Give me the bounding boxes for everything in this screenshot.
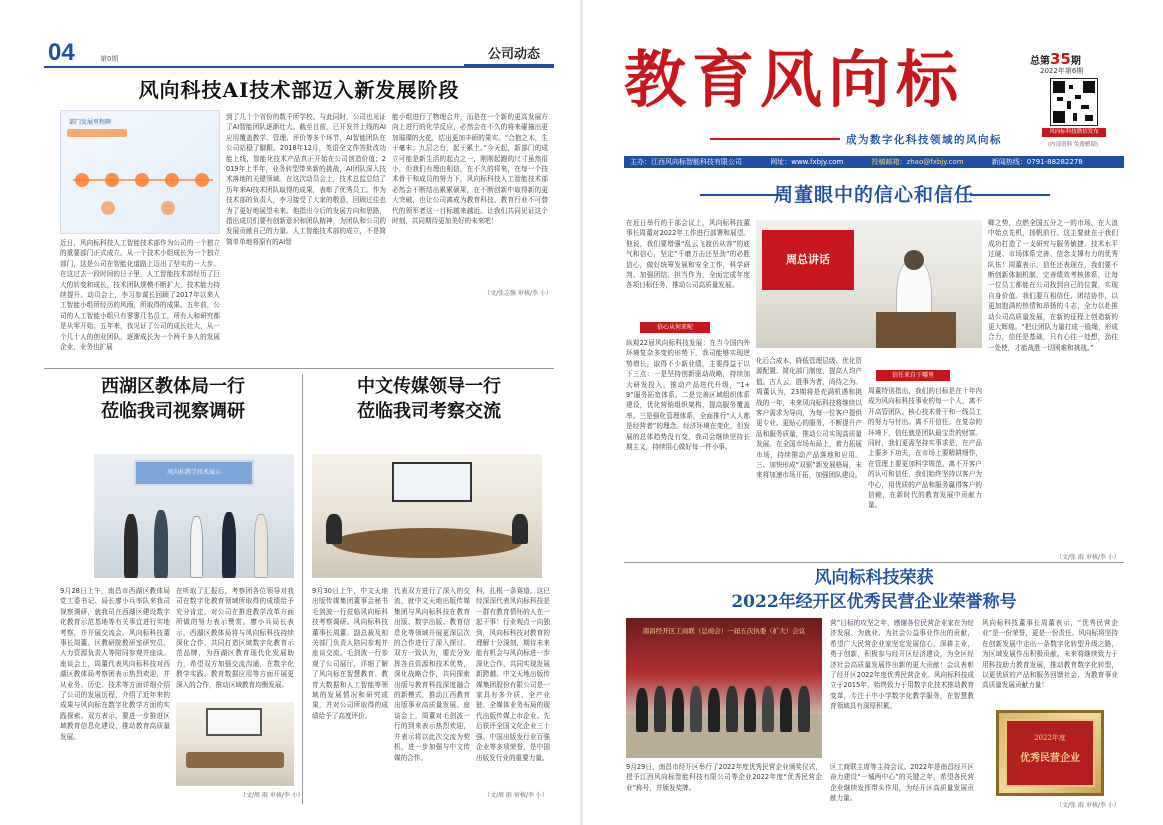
qr-module [1081, 105, 1089, 109]
visit1-title [48, 374, 298, 424]
masthead: 教育风向标 [624, 43, 965, 116]
award-col4: 风向标科技董事长周董表示，“优秀民营企业”是一份荣誉，更是一份责任。风向标将坚持在创新发展中走出一条数字化转型升级之路，为区域发展作出积极贡献。未来将继续致力于用科技助力教育发展，推动教育数字化转型，以更优质的产品和服务回馈社会，为教育事业高质量发展贡献力量！ [982, 619, 1118, 690]
column-rule [302, 374, 303, 804]
plaque-year: 2022年度 [1034, 734, 1066, 742]
issue-date: 2022年第6期 [1040, 67, 1084, 75]
main-article-col2: 到了几十个省份的数千所学校。与此同时，公司也见证了AI智能团队逐渐壮大。截至目前，已开发并上线的AI应用覆盖教学、管理、评价等多个环节，AI智能团队在公司站稳了脚跟。2018年12月，英语全文作答批改功能上线，智能化技术产品真正开始在公司创造价值；2019年上半年，业务转型带来新的挑战，AI团队深入技术落地的关键领域。在这次动员会上，技术总监总结了历年来AI技术团队取得的成果，表彰了优秀员工。作为技术部的负责人，李习接受了大家的敬意，回顾过往也为了更好地展望未来。他指出今后的发展方向和思路，指出成员们要有创新意识和团队精神，为团队和公司的发展贡献自己的力量。人工智能技术部的成立，不是简简单单地将原有的AI智 [226, 113, 386, 246]
qr-module [1085, 115, 1093, 121]
person [154, 510, 168, 578]
person [124, 514, 138, 578]
front-page [610, 38, 1126, 810]
award-title-line1: 风向标科技荣获 [814, 568, 934, 588]
person [744, 688, 756, 732]
qr-module [1057, 97, 1063, 101]
plaque-title: 优秀民营企业 [1020, 753, 1080, 764]
award-plaque [996, 710, 1104, 796]
qr-finder [1083, 81, 1095, 93]
award-col2: 营”目标的攻坚之年，感谢各位民营企业家在为经济发展、为就业、为社会公益事业作出的贡献，希望广大民营企业家坚定发展信心，深耕主业，勇于创新，积极参与经开区经济建设，为全区经济社会高质量发展作出新的更大贡献！会议表彰了经开区2022年度优秀民营企业。风向标科技成立于2015年，始终致力于用数字化技术推动教育变革，专注于中小学数字化教学服务，在智慧教育领域具有深厚积累。 [830, 619, 974, 711]
visit2-col1: 9月30日上午，中文天地出版传媒集团董事会秘书毛剑波一行莅临风向标科技考察调研。风向标科技董事长周董、副总裁及相关部门负责人陪同参观并座谈交流。毛剑波一行参观了公司展厅，详细了解了风向标在智慧教育、教育大数据和人工智能等领域的发展情况和研究成果，并对公司所取得的成绩给予了高度评价。 [312, 587, 388, 720]
award-photo [626, 618, 822, 758]
main-article-col1: 近日，风向标科技人工智能技术部作为公司的一个独立的重要部门正式成立。从一个技术小组成长为一个独立部门，这是公司在智能化道路上迈出了坚实的一大步。在这过去一段时间的日子里，人工智能技术部经历了巨大的转变和成长，技术团队规模不断扩大，技术能力持续提升。动员会上，李习参谋长回顾了2017年以来人工智能小组所经历的风雨，所取得的成果。五年前，公司的人工智能小组只有寥寥几名员工，所有人和研究都是从零开始。五年来，我见证了公司的成长壮大，从一个几十人的创业团队，逐渐成长为一个两千多人的发展企业，业务也扩展 [60, 239, 220, 352]
person [762, 686, 774, 732]
visit2-title-line2: 莅临我司考察交流 [357, 401, 501, 422]
speech-banner-text: 周总讲话 [786, 253, 830, 266]
qr-badge: 风向标科技微信发布 [1042, 128, 1106, 137]
section-rule [44, 368, 554, 369]
podium [876, 312, 956, 348]
milestone-bar [67, 129, 127, 137]
lead-tag2: 信任来自于哪里 [876, 370, 950, 381]
lead-credit: （文/张 雨 审核/李 小） [1056, 554, 1120, 561]
qr-module [1075, 95, 1081, 99]
lead-intro: 在近日举行的干部会议上，风向标科技董事长周董对2022年工作进行部署和展望。他说，我们要增强“乱云飞渡仍从容”的底气和信心，坚定“千磨万击还坚劲”的必胜信心，做好统筹发展和安全工作，科学研判、加强团结、担当作为，全面完成年度各项目标任务，推动公司高质量发展。 [626, 219, 750, 290]
award-col1: 9月29日，南昌市经开区举行了2022年度优秀民营企业颁奖仪式，授予江西风向标智能科技有限公司等企业2022年度“优秀民营企业”称号，并颁发奖牌。 [626, 763, 822, 792]
info-host: 主办：江西风向标智能科技有限公司 [630, 158, 742, 166]
speech-banner [762, 230, 854, 290]
person [190, 516, 203, 578]
info-website[interactable]: 网址：www.fxbjy.com [770, 158, 844, 166]
award-banner: 南昌经开区工商联（总商会）一届五次执委（扩大）会议 [642, 627, 806, 635]
page-subnumber: 第0期 [100, 55, 119, 63]
lead-col3: 周董特别指出，我们的目标是在十年内成为风向标科技事业的每一个人，离不开高管团队、核心技术骨干和一线员工的努力与付出。离不开信任。在复杂的环境下，信任就是团队最宝贵的财富。同时，我们更需坚持实事求是，在产品上要多下功夫，在市场上要精耕细作，在管理上要更加科学规范。离不开客户的认可和信任，我们始终坚持以客户为中心，用优质的产品和服务赢得客户的信赖，在新时代的教育发展中贡献力量。 [868, 387, 982, 510]
lead-col2: 化后合成本、降低管理层级、优化资源配置、简化部门制度，提高人均产值。古人云，胜事为者，尚待之为。周董认为，23期将是充满机遇和挑战的一年，未来风向标科技将继续以客户需求为导向，为每一位客户提供更专业、更贴心的服务，不断提升产品和服务质量，推动公司实现高质量发展。在全国市场布局上，着力拓展市场，持续推动产品落地和应用。三、加快形成“双驱”新发展格局，未来将加速市场开拓，加强团队建设。 [756, 357, 862, 480]
section-rule [624, 562, 1124, 563]
qr-module [1069, 85, 1073, 89]
lead-tag1: 信心从何来呢 [640, 322, 710, 333]
milestone-dot [161, 201, 175, 215]
person [726, 686, 738, 732]
spread-divider [580, 0, 583, 825]
milestone-image-title: 部门发展里程碑 [69, 119, 112, 126]
lead-col4: 卿之势，点燃全国五分之一的市场，在大浪中始点先机，扬帆前行。这主要就在于我们成功打造了一支研究与服务敏捷、技术水平过硬、市场体系完善、信念支撑有力的优秀队伍！周董表示，信任还表现在，我们要不断创新体制机制，完善绩效考核体系，让每一位员工都能在公司找到自己的位置，实现自身价值。我们要互相信任、团结协作，以更加饱满的热情和昂扬的斗志，全力以赴推动公司高质量发展，在新的征程上创造新的更大辉煌。“把让团队力量打成一股绳，形成合力，信任是基础，只有心往一处想，劲往一处使，才能战胜一切困难和挑战。” [988, 219, 1118, 352]
qr-module [1073, 113, 1077, 121]
exhibit-screen [134, 460, 254, 486]
milestone-dot [105, 173, 119, 187]
qr-finder [1053, 111, 1065, 123]
info-bar [624, 156, 1124, 168]
meeting-table [186, 752, 284, 768]
visit1-col2: 在听取了汇报后，考察团各位领导对我司在数字化教育领域所取得的成绩给予充分肯定，对公司在推进教学改革方面所做的努力表示赞赏。廖小兵局长表示，西湖区教体局将与风向标科技持续深化合作，共同打造区域数字化教育示范品牌，为西湖区教育现代化发展助力，希望双方加强交流沟通，在数字化教学实践、教育数据应用等方面开展更深入的合作，推动区域教育均衡发展。 [176, 587, 294, 689]
meeting-screen [206, 708, 262, 736]
visit1-photo [94, 454, 294, 578]
info-hotline: 新闻热线：0791-88282278 [991, 158, 1083, 166]
visit2-photo [312, 454, 542, 578]
award-plaque-inner [1005, 719, 1095, 787]
main-article-title: 风向科技AI技术部迈入新发展阶段 [138, 78, 460, 102]
award-credit: （文/张 雨 审核/李 小） [1056, 802, 1120, 809]
issue-number: 35 [1050, 50, 1071, 68]
person [708, 688, 720, 732]
visit1-col1: 9月28日上午，南昌市西湖区教体局党工委书记、局长廖小兵率队来我司视察调研，就我司在西湖区建设数字化教育示范基地等有关事宜进行实地考察，并开展交流会。风向标科技董事长周董、区教研院教研室研究员、人力资源负责人等陪同参观并座谈。座谈会上，周董代表风向标科技对西湖区教体局考察团表示热烈欢迎，并从业务、历史、技术等方面详细介绍了公司的发展历程，介绍了近年来的成果与风向标在数字化教学方面的实践探索。双方表示，要进一步推进区域教育信息化建设，推动教育高质量发展。 [60, 587, 170, 741]
visit2-col2: 代表双方进行了深入的交流，就中文天地出版传媒集团与风向标科技在教育出版、数字出版、教育信息化等领域开展更深层次的合作进行了深入探讨。双方一致认为，要充分发挥各自资源和技术优势，深化战略合作，共同探索出版与教育科技深度融合的新模式，推动江西教育出版事业高质量发展。座谈会上，周董对毛剑波一行的到来表示热烈欢迎，并表示将以此次交流为契机，进一步加强与中文传媒的合作。 [394, 587, 470, 762]
info-email[interactable]: 投稿邮箱：zhao@fxbjy.com [871, 158, 964, 166]
section-name: 公司动态 [487, 47, 540, 62]
meeting-screen [392, 462, 472, 502]
person [254, 514, 268, 578]
person [690, 686, 702, 732]
qr-finder [1053, 81, 1065, 93]
speaker-head [904, 250, 924, 270]
person [672, 688, 684, 732]
main-article-credit: （文/张志强 审核/李 小） [484, 290, 552, 297]
milestone-dot [135, 173, 149, 187]
qr-code-icon[interactable] [1050, 78, 1098, 126]
milestone-dot [165, 173, 179, 187]
milestone-dot [75, 173, 89, 187]
person [780, 688, 792, 732]
person [326, 514, 342, 544]
exhibit-screen-label: 风向标教学技术展示 [166, 469, 221, 476]
slogan: 成为数字化科技领域的风向标 [846, 134, 1002, 146]
visit2-col3: 科，扎根一条赛道，这已经深深代表风向标科技是一群有教育情怀的人在一起干事！行业观点一向独到，风向标科技对教育的理解十分深刻，期待未来能有机会与风向标进一步深化合作，共同实现发展新跨越。中文天地出版传媒集团股份有限公司是一家具有多介质、全产业链、全媒体业务布局的现代出版传媒上市企业。先后获评全国文化企业三十强、中国出版发行业百强企业等多项荣誉，是中国出版发行业的重要力量。 [476, 587, 550, 762]
lead-photo [756, 220, 982, 348]
lead-article-title: 周董眼中的信心和信任 [773, 184, 974, 206]
person [798, 686, 810, 732]
meeting-table [332, 528, 522, 558]
issue-suffix: 期 [1070, 56, 1081, 67]
person [512, 514, 528, 544]
award-title-line2: 2022年经开区优秀民营企业荣誉称号 [731, 592, 1017, 612]
award-col3: 区工商联主席等主持会议。2022年是南昌经开区奋力建设“一城两中心”的关键之年，希望各民营企业继续发挥带头作用，为经开区高质量发展贡献力量。 [830, 763, 974, 803]
visit1-meeting-photo [176, 702, 294, 786]
section-underline [464, 64, 554, 67]
qr-module [1067, 101, 1071, 109]
visit2-credit: （文/周 雨 审核/李 小） [484, 792, 548, 799]
milestone-dot [195, 173, 209, 187]
page-number: 04 [48, 39, 75, 66]
milestone-image [60, 110, 220, 234]
visit1-credit: （文/周 雨 审核/李 小） [240, 792, 304, 799]
visit2-title [306, 374, 552, 424]
page-04 [44, 38, 554, 810]
qr-caption: (内部资料 免费赠阅) [1048, 142, 1099, 148]
main-article-col3: 能小组进行了物理合并，而是在一个新的更高发展方向上进行的化学反应，必然会在不久的将来碰撞出更加璀璨的火花，结出更加丰硕的果实。“合抱之木，生于毫末；九层之台，起于累土。”今天起，新部门的成立可能是新生活的起点之一，刚刚起跑的尺寸虽然很小，但我们有理由相信，在不久的将来，在每一个技术骨干和成员的努力下，风向标科技人工智能技术部必然会不断结出累累硕果，在不断创新中取得新的更大突破，也让公司离成为教育科技、教育行业不可替代的领军者这一目标越来越近。让我们共同见证这个时刻，共同期待更加美好的未来吧！ [392, 113, 548, 226]
person [636, 688, 648, 732]
lead-col1: 纵观22届风向标科技发展：在当今国内外环境复杂多变的形势下，我司能够实现逆势增长，取得不少新业绩，主要得益于以下三点：一是坚持创新驱动战略，持续加大研发投入，推动产品迭代升级，“1+9”服务拓宽体系。二是完善区域组织体系建设，优化营销组织架构，提高服务覆盖率。三是强化管理体系，全面推行“人人都是经营者”的理念。经济环境在变化，但发展的总体趋势没有变，我司会继续坚持长期主义，持续用心做好每一件小事。 [626, 339, 750, 452]
issue-prefix: 总第 [1030, 56, 1050, 67]
slogan-line [710, 138, 840, 140]
visit1-title-line2: 莅临我司视察调研 [101, 401, 245, 422]
visit2-title-line1: 中文传媒领导一行 [357, 376, 501, 397]
milestone-dot [101, 201, 115, 215]
visit1-title-line1: 西湖区教体局一行 [101, 376, 245, 397]
award-article-title [624, 566, 1124, 614]
person [654, 686, 666, 732]
person [222, 512, 236, 578]
